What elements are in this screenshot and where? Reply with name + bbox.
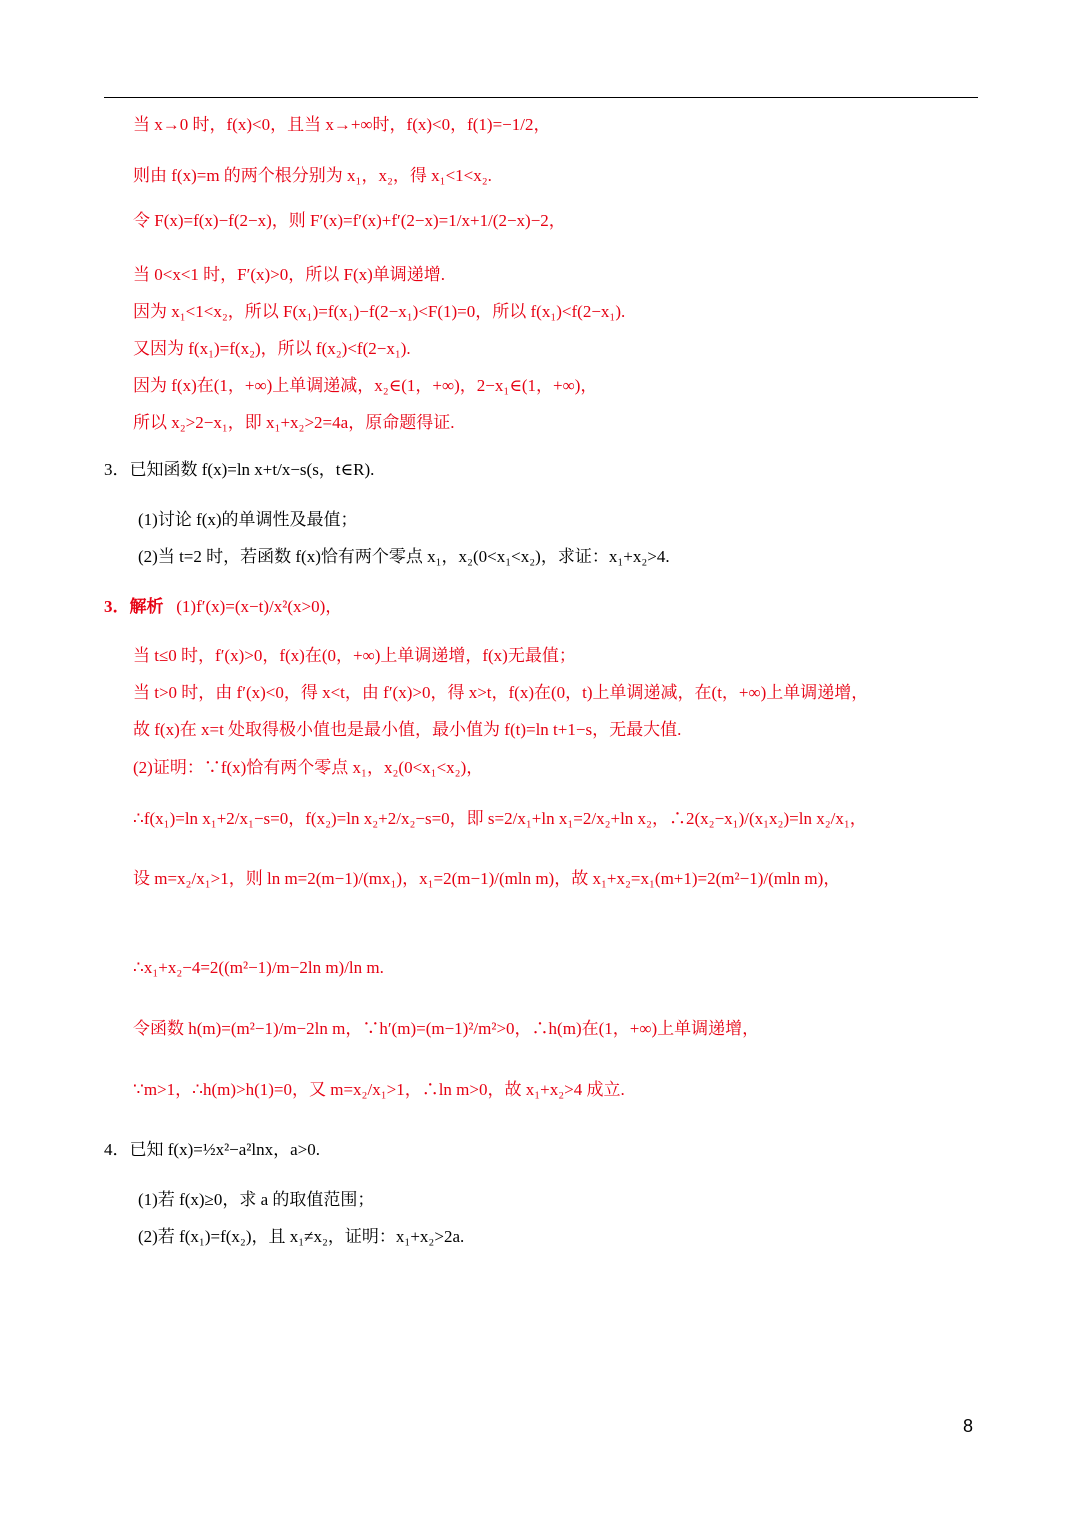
question-number: 3． <box>104 460 130 479</box>
solution-line: 故 f(x)在 x=t 处取得极小值也是最小值，最小值为 f(t)=ln t+1−s，无最大值. <box>133 720 682 739</box>
solution-line: ∵m>1，∴h(m)>h(1)=0，又 m=x₂/x₁>1，∴ln m>0，故 x₁+x₂>4 成立. <box>133 1080 625 1099</box>
solution-line: (2)证明：∵f(x)恰有两个零点 x₁，x₂(0<x₁<x₂)， <box>133 758 484 777</box>
solution-line: (1)f′(x)=(x−t)/x²(x>0)， <box>176 597 343 616</box>
solution-line: 所以 x₂>2−x₁，即 x₁+x₂>2=4a，原命题得证. <box>133 413 455 432</box>
question-4-stem <box>104 1139 320 1161</box>
solution-line: 当 x→0 时，f(x)<0，且当 x→+∞时，f(x)<0，f(1)=−1/2， <box>133 115 551 134</box>
solution-label: 解析 <box>129 597 164 616</box>
solution-line: 当 t≤0 时，f′(x)>0，f(x)在(0，+∞)上单调递增，f(x)无最值； <box>133 646 576 665</box>
question-3-part1: (1)讨论 f(x)的单调性及最值； <box>138 510 358 529</box>
question-4-part2: (2)若 f(x₁)=f(x₂)，且 x₁≠x₂，证明：x₁+x₂>2a. <box>138 1227 465 1246</box>
solution-line: ∴f(x₁)=ln x₁+2/x₁−s=0，f(x₂)=ln x₂+2/x₂−s=0，即 s=2/x₁+ln x₁=2/x₂+ln x₂，∴2(x₂−x₁)/(x₁x₂)=ln x₂/x₁， <box>133 809 867 828</box>
question-3-part2: (2)当 t=2 时，若函数 f(x)恰有两个零点 x₁，x₂(0<x₁<x₂)，求证：x₁+x₂>4. <box>138 547 670 566</box>
solution-line: 因为 f(x)在(1，+∞)上单调递减，x₂∈(1，+∞)，2−x₁∈(1，+∞)， <box>133 376 598 395</box>
solution-line: 设 m=x₂/x₁>1，则 ln m=2(m−1)/(mx₁)，x₁=2(m−1)/(mln m)，故 x₁+x₂=x₁(m+1)=2(m²−1)/(mln m)， <box>133 869 841 888</box>
solution-line: 当 0<x<1 时，F′(x)>0，所以 F(x)单调递增. <box>133 265 446 284</box>
question-4-part1: (1)若 f(x)≥0，求 a 的取值范围； <box>138 1190 375 1209</box>
solution-line: ∴x₁+x₂−4=2((m²−1)/m−2ln m)/ln m. <box>133 958 384 977</box>
solution-line: 因为 x₁<1<x₂，所以 F(x₁)=f(x₁)−f(2−x₁)<F(1)=0，所以 f(x₁)<f(2−x₁). <box>133 302 626 321</box>
solution-line: 令函数 h(m)=(m²−1)/m−2ln m，∵h′(m)=(m−1)²/m²>0，∴h(m)在(1，+∞)上单调递增， <box>133 1019 760 1038</box>
question-text: 已知 f(x)=½x²−a²lnx，a>0. <box>129 1140 321 1159</box>
solution-line: 则由 f(x)=m 的两个根分别为 x₁，x₂，得 x₁<1<x₂. <box>133 166 492 185</box>
page-number: 8 <box>963 1416 974 1436</box>
solution-line: 当 t>0 时，由 f′(x)<0，得 x<t，由 f′(x)>0，得 x>t，f(x)在(0，t)上单调递减，在(t，+∞)上单调递增， <box>133 683 869 702</box>
solution-3-header <box>104 596 342 618</box>
solution-number: 3． <box>104 597 130 616</box>
solution-line: 又因为 f(x₁)=f(x₂)，所以 f(x₂)<f(2−x₁). <box>133 339 411 358</box>
solution-line: 令 F(x)=f(x)−f(2−x)，则 F′(x)=f′(x)+f′(2−x)=1/x+1/(2−x)−2， <box>133 211 566 230</box>
question-text: 已知函数 f(x)=ln x+t/x−s(s，t∈R). <box>129 460 375 479</box>
question-number: 4． <box>104 1140 130 1159</box>
header-rule <box>104 97 978 98</box>
question-3-stem <box>104 459 374 481</box>
